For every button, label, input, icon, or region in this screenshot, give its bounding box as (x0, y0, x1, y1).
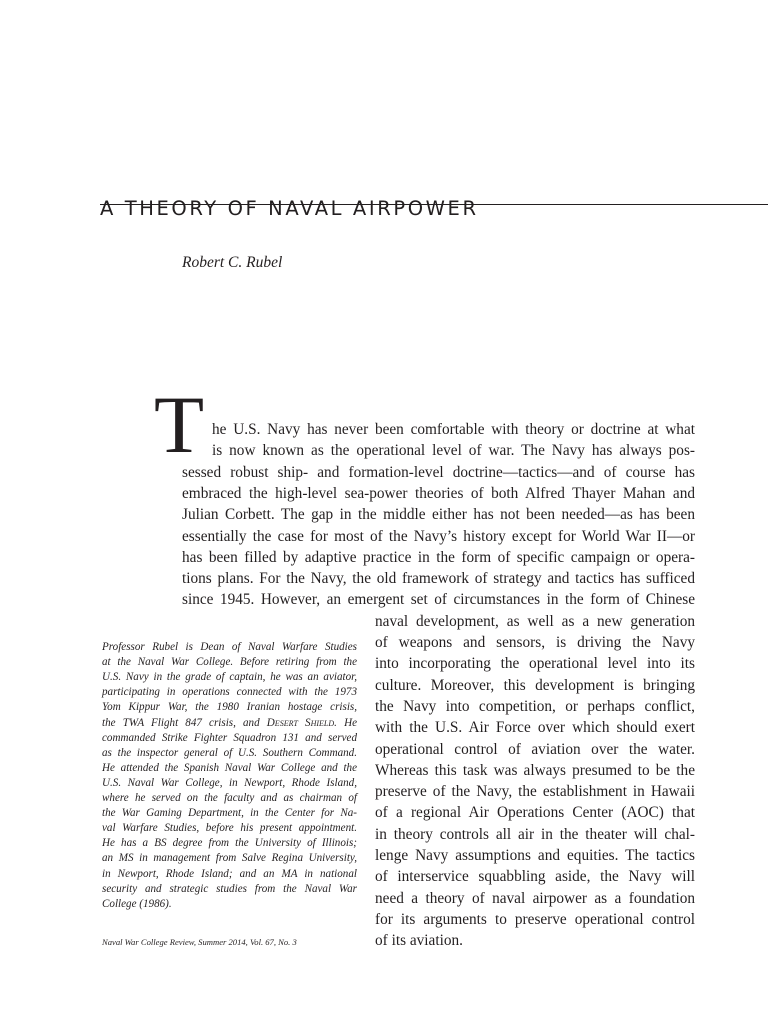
body-text-line: with the U.S. Air Force over which should exert (375, 719, 695, 737)
body-text-line: sessed robust ship- and formation-level doctrine—tactics—and of course has (182, 463, 695, 481)
author-bio-line (102, 716, 357, 730)
author-bio-line: He attended the Spanish Naval War College and the (102, 761, 357, 774)
body-text-line: since 1945. However, an emergent set of circumstances in the form of Chinese (182, 591, 695, 609)
body-text-line: need a theory of naval airpower as a foundation (375, 889, 695, 907)
body-text-line: into incorporating the operational level into its (375, 655, 695, 673)
author-bio-text: . He (334, 716, 357, 729)
operation-name: Desert Shield (266, 716, 335, 729)
author-bio-line: an MS in management from Salve Regina University, (102, 852, 357, 865)
author-bio-line: security and strategic studies from the Naval War (102, 882, 357, 895)
author-bio-line: College (1986). (102, 897, 172, 910)
body-text-line: lenge Navy assumptions and equities. The tactics (375, 847, 695, 864)
body-text-line: embraced the high-level sea-power theories of both Alfred Thayer Mahan and (182, 484, 695, 502)
author-bio-line: in Newport, Rhode Island; and an MA in national (102, 867, 357, 880)
article-title: A THEORY OF NAVAL AIRPOWER (100, 197, 479, 221)
author-bio-line: as the inspector general of U.S. Southern Command. (102, 746, 357, 759)
author-bio-line: participating in operations connected with the 1973 (102, 686, 357, 699)
author-bio-line: Professor Rubel is Dean of Naval Warfare Studies (102, 641, 357, 653)
body-text-line: has been filled by adaptive practice in the form of specific campaign or opera- (182, 548, 695, 566)
drop-cap: T (154, 379, 205, 470)
author-bio-line: U.S. Navy in the grade of captain, he was an aviator, (102, 671, 357, 684)
body-text-line: operational control of aviation over the water. (375, 740, 695, 758)
body-text-line: essentially the case for most of the Navy’s history except for World War II—or (182, 527, 695, 545)
body-text-line: culture. Moreover, this development is bringing (375, 676, 695, 694)
body-text-line: preserve of the Navy, the establishment in Hawaii (375, 783, 695, 801)
title-rule (100, 204, 768, 205)
body-text-line: naval development, as well as a new generation (375, 612, 695, 630)
journal-citation: Naval War College Review, Summer 2014, Vol. 67, No. 3 (102, 937, 297, 947)
body-text-line: he U.S. Navy has never been comfortable with theory or doctrine at what (212, 421, 695, 438)
author-bio-line: Yom Kippur War, the 1980 Iranian hostage crisis, (102, 701, 357, 714)
body-text-line: of weapons and sensors, is driving the Navy (375, 634, 695, 651)
body-text-line: is now known as the operational level of war. The Navy has always pos- (212, 442, 695, 460)
body-text-line: of its aviation. (375, 932, 463, 950)
body-text-line: of interservice squabbling aside, the Navy will (375, 868, 695, 886)
author-bio-line: where he served on the faculty and as chairman of (102, 792, 357, 804)
body-text-line: the Navy into competition, or perhaps conflict, (375, 697, 695, 715)
body-text-line: tions plans. For the Navy, the old framework of strategy and tactics has sufficed (182, 570, 695, 588)
author-bio-line: at the Naval War College. Before retiring from the (102, 656, 357, 669)
author-bio-line: He has a BS degree from the University of Illinois; (102, 837, 357, 850)
body-text-line: Julian Corbett. The gap in the middle either has not been needed—as has been (182, 506, 695, 524)
author-bio-text: the TWA Flight 847 crisis, and (102, 716, 260, 729)
body-text-line: for its arguments to preserve operational control (375, 910, 695, 928)
author-bio-line: commanded Strike Fighter Squadron 131 and served (102, 731, 357, 744)
body-text-line: of a regional Air Operations Center (AOC) that (375, 804, 695, 822)
author-bio-line: val Warfare Studies, before his present appointment. (102, 822, 357, 835)
author-bio-line: U.S. Naval War College, in Newport, Rhode Island, (102, 776, 357, 789)
body-text-line: in theory controls all air in the theater will chal- (375, 825, 695, 843)
author-byline: Robert C. Rubel (182, 254, 283, 271)
body-text-line: Whereas this task was always presumed to be the (375, 761, 695, 779)
author-bio-line: the War Gaming Department, in the Center for Na- (102, 807, 357, 820)
